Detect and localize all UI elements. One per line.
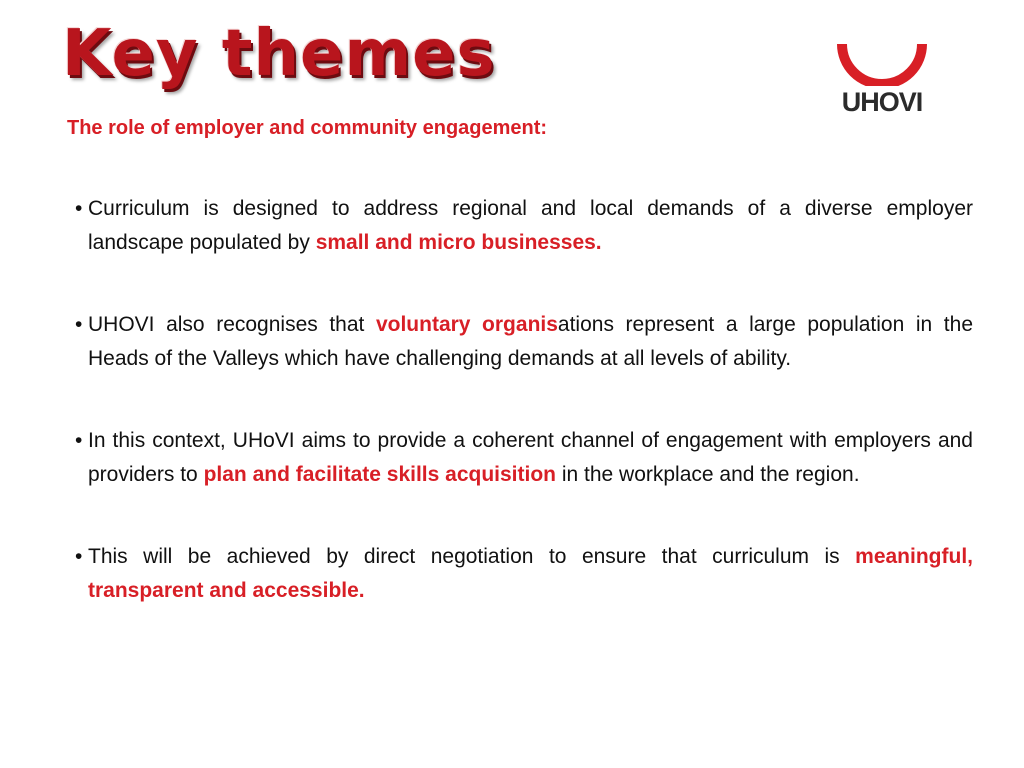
bullet-text-continued: ations represent a large population in the Heads of the Valleys which have challenging demands at all levels of ability. [88,313,973,370]
bullet-item [75,192,973,260]
bullet-highlight: plan and facilitate skills acquisition [203,463,556,486]
bullet-text: This will be achieved by direct negotiation to ensure that curriculum is [88,545,856,568]
bullet-item [75,424,973,492]
bullet-item [75,308,973,376]
bullet-dot: • [75,313,83,336]
bullet-highlight: voluntary organis [375,313,558,336]
bullet-text-continued: in the workplace and the region. [556,463,860,486]
slide-subtitle: The role of employer and community engagement: [67,117,548,139]
smile-arc-icon [832,40,932,86]
bullet-highlight: meaningful, transparent and accessible. [88,545,973,602]
bullet-item [75,540,973,608]
bullet-text: In this context, UHoVI aims to provide a coherent channel of engagement with employers and providers to [88,429,973,486]
bullet-text: Curriculum is designed to address regional and local demands of a diverse employer landscape populated by [88,197,973,254]
bullet-dot: • [75,429,83,452]
bullet-dot: • [75,197,83,220]
slide-title: Key themes [62,17,496,91]
uhovi-logo [832,40,932,120]
logo-wordmark: UHOVI [841,87,923,117]
bullet-text: UHOVI also recognises that [88,313,376,336]
bullet-list [75,192,973,608]
bullet-dot: • [75,545,83,568]
bullet-highlight: small and micro businesses. [315,231,602,254]
